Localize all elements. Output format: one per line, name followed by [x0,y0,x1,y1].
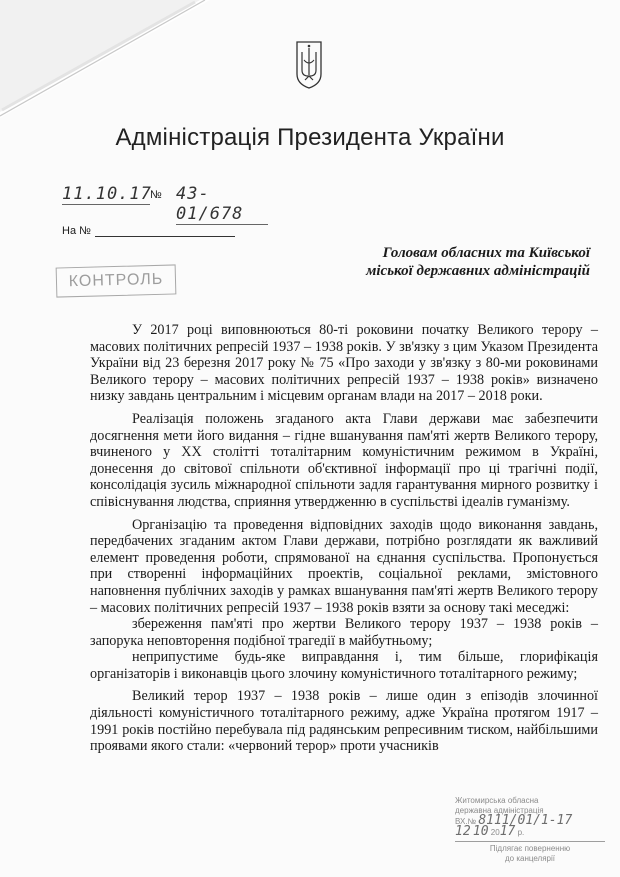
message-1: збереження пам'яті про жертви Великого терору 1937 – 1938 років – запорука неповторення подібної трагедії в майбутньому; [90,616,598,649]
stamp-date-day: 12 [455,824,471,839]
paragraph-2: Реалізація положень згаданого акта Глави держави має забезпечити досягнення мети його видання – гідне вшанування пам'яті жертв Великого терору, вчиненого у ХХ столітті тоталітарним комуністичним режимом в Україні, донесення до світової спільноти об'єктивної інформації про ці трагічні події, консолідація зусиль міжнародної спільноти задля гарантування мирного розвитку і співіснування людства, сприяння утвердженню в суспільстві ідеалів гуманізму. [90,410,598,510]
incoming-registration-stamp [455,796,605,876]
message-2: неприпустиме будь-яке виправдання і, тим більше, глорифікація організаторів і виконавців цього злочину комуністичного тоталітарного режиму; [90,649,598,682]
trident-emblem-icon [294,40,324,90]
folded-corner [0,0,210,120]
addressee-line-2: міської державних адміністрацій [366,263,590,279]
stamp-date-suffix: р. [517,828,525,837]
stamp-in-label: ВХ.№ [455,817,477,826]
stamp-date-row [455,824,605,839]
stamp-line-1: Житомирська обласна [455,796,539,805]
paragraph-3: Організацію та проведення відповідних заходів щодо виконання завдань, передбачених згаданим актом Глави держави, потрібно розглядати як важливий елемент проведення роботи, спрямованої на єднання суспільства. Пропонується при створенні інформаційних проектів, соціальної реклами, змістовного наповнення публічних заходів у рамках вшанування пам'яті жертв Великого терору – масових політичних репресій 1937 – 1938 років взяти за основу такі меседжі: [90,516,598,616]
reference-label: На № [62,225,91,237]
control-stamp: КОНТРОЛЬ [56,264,177,297]
stamp-date-year: 17 [499,824,516,839]
stamp-return-line-2: до канцелярії [504,854,555,863]
letter-body [90,322,598,755]
reference-blank [95,225,235,237]
outgoing-number-handwritten: 43-01/678 [176,184,268,225]
organization-name: Адміністрація Президента України [115,124,505,151]
stamp-return-line-1: Підлягає поверненню [489,844,571,853]
stamp-in-number: 8111/01/1-17 [478,813,573,828]
number-label: № [150,189,162,201]
stamp-date-month: 10 [472,824,489,839]
addressee-line-1: Головам обласних та Київської [382,245,590,261]
outgoing-date-handwritten: 11.10.17 [62,184,152,204]
paragraph-4: Великий терор 1937 – 1938 років – лише один з епізодів злочинної діяльності комуністичного тоталітарного режиму, адже Україна протягом 1917 – 1991 років постійно перебувала під радянським репресивним тиском, найбільшими проявами якого стали: «червоний терор» проти учасників [90,688,598,755]
reference-line [62,225,235,237]
stamp-line-2: державна адміністрація [455,806,544,815]
paragraph-1: У 2017 році виповнюються 80-ті роковини початку Великого терору – масових політичних репресій 1937 – 1938 років. У зв'язку з цим Указом Президента України від 23 березня 2017 року № 75 «Про заходи у зв'язку з 80-ми роковинами Великого терору – масових політичних репресій 1937 – 1938 років» визначено низку завдань центральним і місцевим органам влади на 2017 – 2018 роки. [90,322,598,405]
stamp-year-prefix: 20 [490,828,500,837]
addressee-block [340,244,590,280]
stamp-return-note [455,841,605,864]
